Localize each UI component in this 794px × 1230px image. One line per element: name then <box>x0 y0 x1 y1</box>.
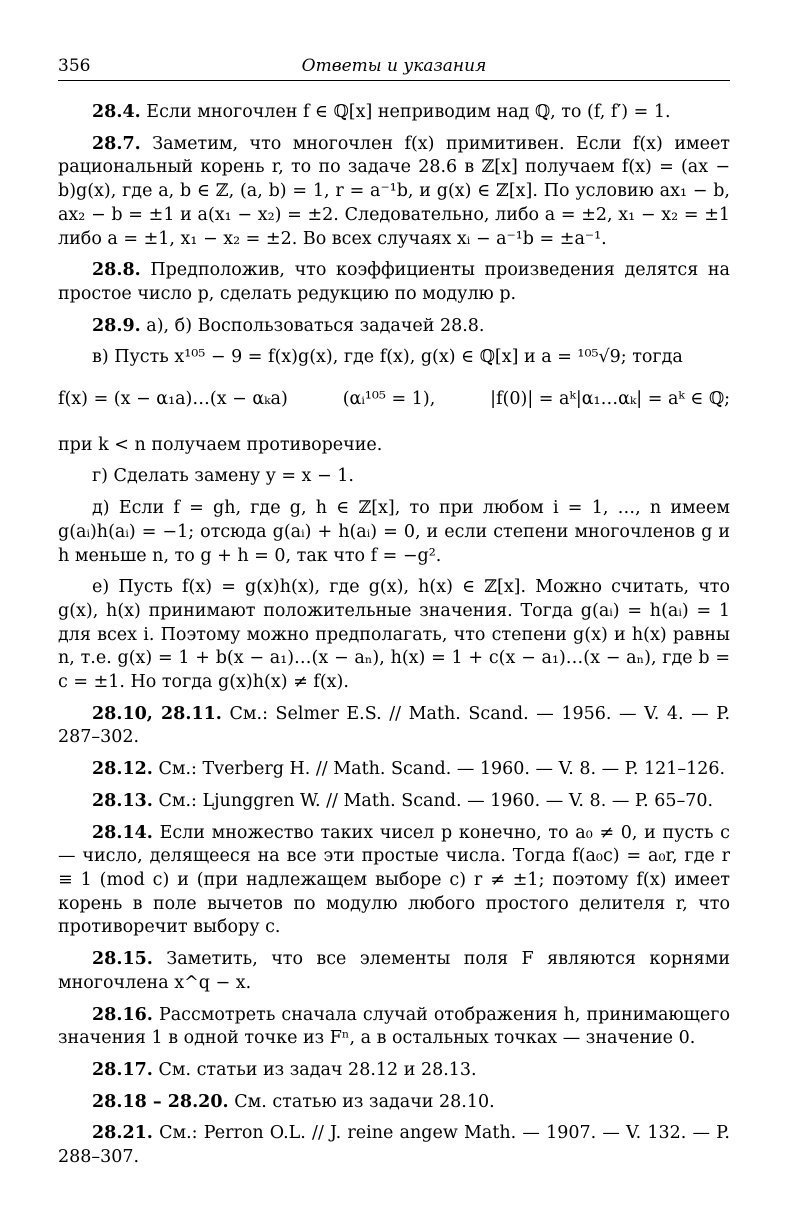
answer-28-9-e <box>58 576 730 695</box>
answer-number: 28.21. <box>92 1123 153 1144</box>
answer-number: 28.18 – 28.20. <box>92 1091 229 1112</box>
answer-text: Если многочлен f ∈ ℚ[x] неприводим над ℚ, то (f, f′) = 1. <box>146 102 671 122</box>
answer-text: См.: Tverberg H. // Math. Scand. — 1960. — V. 8. — P. 121–126. <box>158 759 726 780</box>
answer-number: 28.12. <box>92 759 153 780</box>
formula-right: |f(0)| = aᵏ|α₁…αₖ| = aᵏ ∈ ℚ; <box>490 389 730 410</box>
answer-number: 28.15. <box>92 949 153 970</box>
formula-left: f(x) = (x − α₁a)…(x − αₖa) <box>58 389 288 410</box>
answer-number: 28.7. <box>92 133 141 154</box>
answer-28-10 <box>58 703 730 750</box>
answer-28-7 <box>58 133 730 252</box>
answer-28-8 <box>58 259 730 306</box>
answer-text: д) Если f = gh, где g, h ∈ ℤ[x], то при любом i = 1, …, n имеем g(aᵢ)h(aᵢ) = −1; отсюда g(aᵢ) + h(aᵢ) = 0, и если степени многочленов g и h меньше n, то g + h = 0, так что f = −g². <box>58 498 730 566</box>
answer-28-18-20 <box>58 1091 730 1115</box>
answer-28-16 <box>58 1004 730 1051</box>
answer-28-4 <box>58 101 730 125</box>
answer-28-14 <box>58 822 730 941</box>
answer-number: 28.16. <box>92 1004 153 1025</box>
answer-text: См. статью из задачи 28.10. <box>234 1091 495 1112</box>
answer-text: См.: Perron O.L. // J. reine angew Math. — 1907. — V. 132. — P. 288–307. <box>58 1123 730 1168</box>
answer-text: а), б) Воспользоваться задачей 28.8. <box>146 315 485 336</box>
answer-28-9 <box>58 315 730 339</box>
answer-28-9-g <box>58 465 730 489</box>
answer-number: 28.14. <box>92 822 153 843</box>
answer-text: г) Сделать замену y = x − 1. <box>92 466 354 487</box>
answer-28-12 <box>58 758 730 782</box>
page-number: 356 <box>58 56 91 76</box>
display-formula <box>58 388 730 412</box>
answer-28-9-d <box>58 497 730 568</box>
answer-28-9-v-cont <box>58 434 730 458</box>
answer-28-9-v <box>58 346 730 370</box>
answer-text: в) Пусть x¹⁰⁵ − 9 = f(x)g(x), где f(x), g(x) ∈ ℚ[x] и a = ¹⁰⁵√9; тогда <box>92 347 683 368</box>
answer-text: Если множество таких чисел p конечно, то a₀ ≠ 0, и пусть c — число, делящееся на все эти простые числа. Тогда f(a₀c) = a₀r, где r ≡ 1 (mod c) и (при надлежащем выборе c) r ≠ ±1; поэтому f(x) имеет корень в поле вычетов по модулю любого простого делителя r, что противоречит выбору c. <box>58 822 730 938</box>
answer-text: См.: Ljunggren W. // Math. Scand. — 1960. — V. 8. — P. 65–70. <box>158 790 714 811</box>
answer-number: 28.13. <box>92 790 153 811</box>
answer-text: Заметить, что все элементы поля F являются корнями многочлена x^q − x. <box>58 949 730 993</box>
answer-number: 28.10, 28.11. <box>92 703 222 724</box>
answer-28-13 <box>58 790 730 814</box>
answer-number: 28.17. <box>92 1059 153 1080</box>
answer-text: Заметим, что многочлен f(x) примитивен. Если f(x) имеет рациональный корень r, то по задаче 28.6 в ℤ[x] получаем f(x) = (ax − b)g(x), где a, b ∈ ℤ, (a, b) = 1, r = a⁻¹b, и g(x) ∈ ℤ[x]. По условию ax₁ − b, ax₂ − b = ±1 и a(x₁ − x₂) = ±2. Следовательно, либо a = ±2, x₁ − x₂ = ±1 либо a = ±1, x₁ − x₂ = ±2. Во всех случаях xᵢ − a⁻¹b = ±a⁻¹. <box>58 133 730 249</box>
answer-number: 28.9. <box>92 315 141 336</box>
answer-text: при k < n получаем противоречие. <box>58 434 383 455</box>
answer-text: См. статьи из задач 28.12 и 28.13. <box>158 1059 477 1080</box>
answer-28-15 <box>58 948 730 995</box>
running-header <box>58 52 730 81</box>
answer-28-17 <box>58 1059 730 1083</box>
answer-text: е) Пусть f(x) = g(x)h(x), где g(x), h(x) ∈ ℤ[x]. Можно считать, что g(x), h(x) принимают положительные значения. Тогда g(aᵢ) = h(aᵢ) = 1 для всех i. Поэтому можно предполагать, что степени g(x) и h(x) равны n, т.е. g(x) = 1 + b(x − a₁)…(x − aₙ), h(x) = 1 + c(x − a₁)…(x − aₙ), где b = c = ±1. Но тогда g(x)h(x) ≠ f(x). <box>58 577 730 693</box>
answer-text: Рассмотреть сначала случай отображения h, принимающего значения 1 в одной точке из Fⁿ, а в остальных точках — значение 0. <box>58 1004 730 1049</box>
formula-middle: (αᵢ¹⁰⁵ = 1), <box>342 389 436 410</box>
answer-28-21 <box>58 1122 730 1169</box>
answer-number: 28.8. <box>92 260 141 281</box>
answers-content <box>58 101 730 1170</box>
running-title: Ответы и указания <box>301 56 487 76</box>
page <box>58 52 730 1178</box>
answer-text: Предположив, что коэффициенты произведения делятся на простое число p, сделать редукцию по модулю p. <box>58 260 730 304</box>
answer-text: См.: Selmer E.S. // Math. Scand. — 1956. — V. 4. — P. 287–302. <box>58 703 731 748</box>
answer-number: 28.4. <box>92 102 141 122</box>
